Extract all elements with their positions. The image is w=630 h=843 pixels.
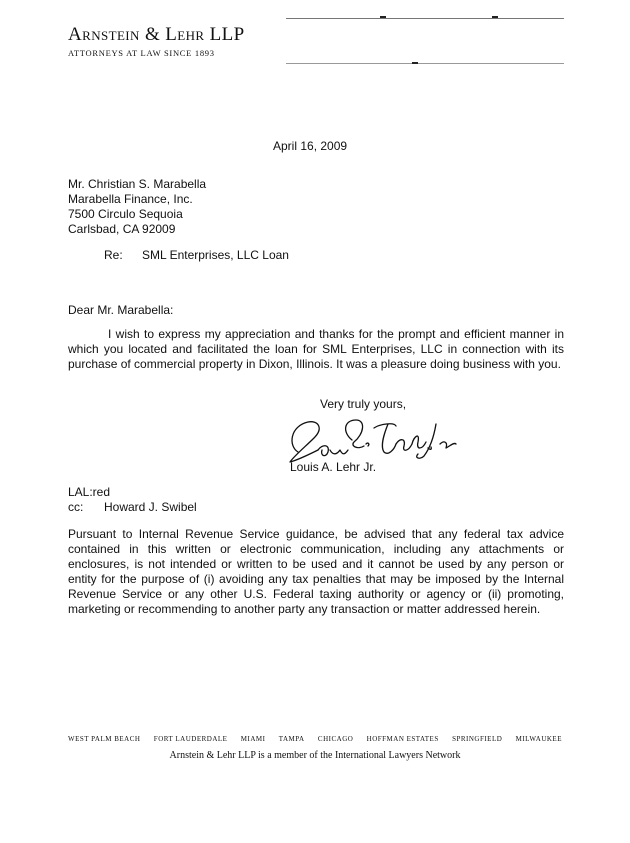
footer-cities bbox=[68, 735, 562, 744]
header-rule-mark bbox=[412, 62, 418, 64]
firm-name: Arnstein & Lehr LLP bbox=[68, 24, 245, 45]
header-rule-mark bbox=[380, 16, 386, 18]
recipient-address bbox=[68, 177, 206, 237]
footer-city: TAMPA bbox=[278, 735, 305, 743]
header-rule-bottom bbox=[286, 63, 564, 64]
reference-label: Re: bbox=[104, 248, 123, 262]
recipient-street: 7500 Circulo Sequoia bbox=[68, 207, 183, 221]
header-rule-top bbox=[286, 18, 564, 19]
cc-label: cc: bbox=[68, 500, 84, 514]
irs-notice: Pursuant to Internal Revenue Service guidance, be advised that any federal tax advice contained in this written or electronic communication, including any attachments or enclosures, is not intended or written to be used and it cannot be used by any person or entity for the purpose of (i) avoiding any tax penalties that may be imposed by the Internal Revenue Service or any other U.S. Federal taxing authority or agency or (ii) promoting, marketing or recommending to another party any transaction or matter addressed herein. bbox=[68, 527, 564, 616]
footer-city: HOFFMAN ESTATES bbox=[366, 735, 439, 743]
closing: Very truly yours, bbox=[320, 397, 407, 411]
footer-city: FORT LAUDERDALE bbox=[153, 735, 228, 743]
recipient-company: Marabella Finance, Inc. bbox=[68, 192, 193, 206]
header-rule-mark bbox=[492, 16, 498, 18]
letter-date: April 16, 2009 bbox=[273, 139, 348, 153]
footer-city: MIAMI bbox=[240, 735, 266, 743]
firm-tagline: ATTORNEYS AT LAW SINCE 1893 bbox=[68, 48, 215, 58]
recipient-city-line: Carlsbad, CA 92009 bbox=[68, 222, 176, 236]
recipient-name: Mr. Christian S. Marabella bbox=[68, 177, 207, 191]
body-paragraph: I wish to express my appreciation and thanks for the prompt and efficient manner in which you located and facilitated the loan for SML Enterprises, LLC in connection with its purchase of commercial property in Dixon, Illinois. It was a pleasure doing business with you. bbox=[68, 327, 564, 371]
salutation: Dear Mr. Marabella: bbox=[68, 303, 174, 317]
signer-name: Louis A. Lehr Jr. bbox=[290, 460, 377, 474]
footer-network-note: Arnstein & Lehr LLP is a member of the International Lawyers Network bbox=[169, 750, 461, 761]
cc-name: Howard J. Swibel bbox=[104, 500, 197, 514]
footer-city: SPRINGFIELD bbox=[452, 735, 503, 743]
footer-city: WEST PALM BEACH bbox=[68, 735, 141, 743]
footer-city: MILWAUKEE bbox=[515, 735, 562, 743]
typist-initials: LAL:red bbox=[68, 485, 111, 499]
reference-subject: SML Enterprises, LLC Loan bbox=[142, 248, 289, 262]
footer-city: CHICAGO bbox=[317, 735, 354, 743]
